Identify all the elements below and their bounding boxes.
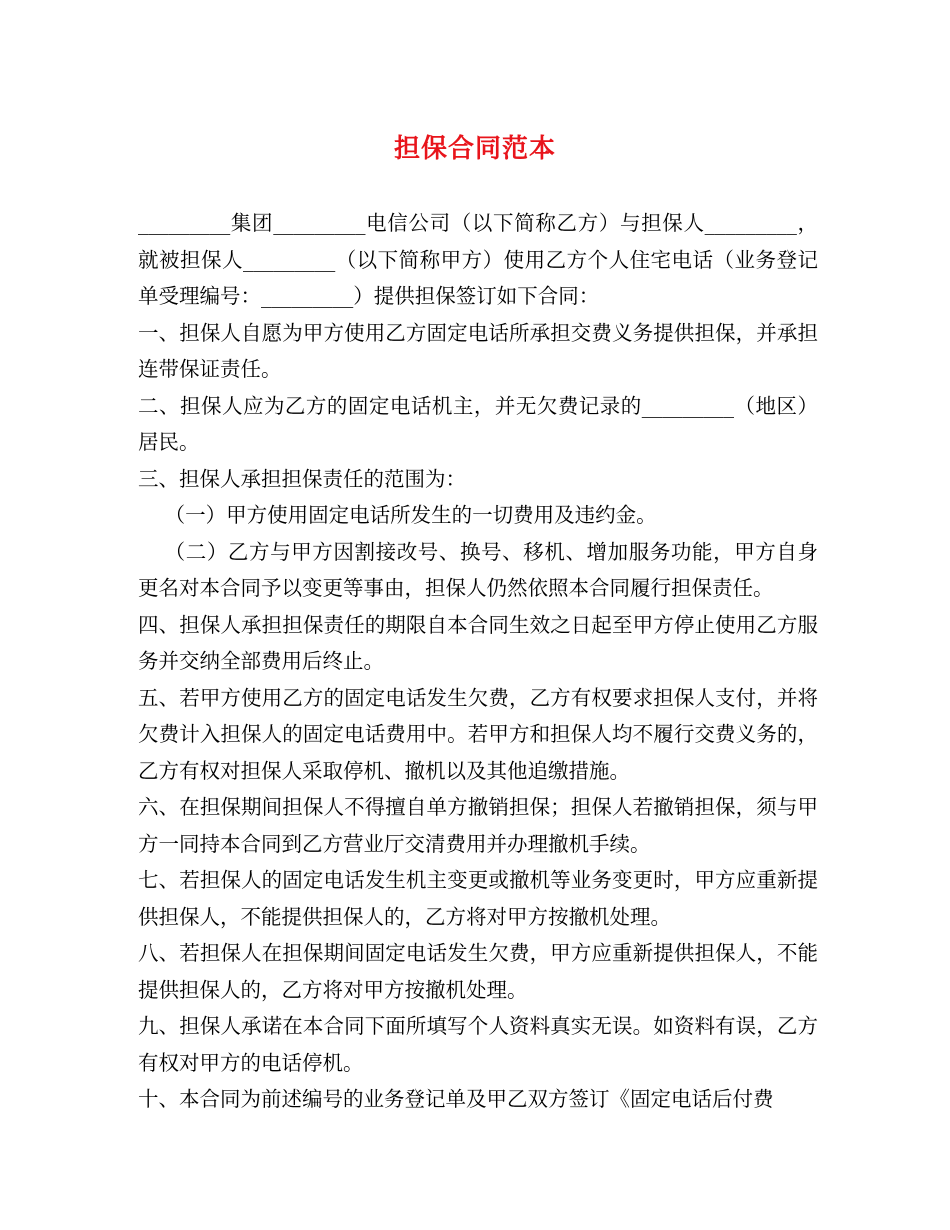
document-body xyxy=(138,205,818,1118)
paragraph-clause-2: 二、担保人应为乙方的固定电话机主，并无欠费记录的_________（地区）居民。 xyxy=(138,393,818,454)
paragraph-clause-3-item-2: （二）乙方与甲方因割接改号、换号、移机、增加服务功能，甲方自身更名对本合同予以变更等事由，担保人仍然依照本合同履行担保责任。 xyxy=(138,539,818,600)
paragraph-clause-10: 十、本合同为前述编号的业务登记单及甲乙双方签订《固定电话后付费 xyxy=(138,1087,774,1111)
paragraph-clause-5: 五、若甲方使用乙方的固定电话发生欠费，乙方有权要求担保人支付，并将欠费计入担保人的固定电话费用中。若甲方和担保人均不履行交费义务的，乙方有权对担保人采取停机、撤机以及其他追缴措施。 xyxy=(138,685,818,783)
paragraph-clause-6: 六、在担保期间担保人不得擅自单方撤销担保；担保人若撤销担保，须与甲方一同持本合同到乙方营业厅交清费用并办理撤机手续。 xyxy=(138,795,818,856)
paragraph-clause-1: 一、担保人自愿为甲方使用乙方固定电话所承担交费义务提供担保，并承担连带保证责任。 xyxy=(138,320,818,381)
paragraph-intro: _________集团_________电信公司（以下简称乙方）与担保人_________，就被担保人_________（以下简称甲方）使用乙方个人住宅电话（业务登记单受理编号：_________）提供担保签订如下合同： xyxy=(138,211,818,308)
paragraph-clause-3: 三、担保人承担担保责任的范围为： xyxy=(138,466,466,491)
paragraph-clause-7: 七、若担保人的固定电话发生机主变更或撤机等业务变更时，甲方应重新提供担保人，不能提供担保人的，乙方将对甲方按撤机处理。 xyxy=(138,868,818,929)
document-title: 担保合同范本 xyxy=(393,134,556,164)
paragraph-clause-4: 四、担保人承担担保责任的期限自本合同生效之日起至甲方停止使用乙方服务并交纳全部费用后终止。 xyxy=(138,612,818,673)
paragraph-clause-3-item-1: （一）甲方使用固定电话所发生的一切费用及违约金。 xyxy=(164,503,657,527)
paragraph-clause-8: 八、若担保人在担保期间固定电话发生欠费，甲方应重新提供担保人，不能提供担保人的，乙方将对甲方按撤机处理。 xyxy=(138,941,818,1002)
paragraph-clause-9: 九、担保人承诺在本合同下面所填写个人资料真实无误。如资料有误，乙方有权对甲方的电话停机。 xyxy=(138,1014,818,1075)
